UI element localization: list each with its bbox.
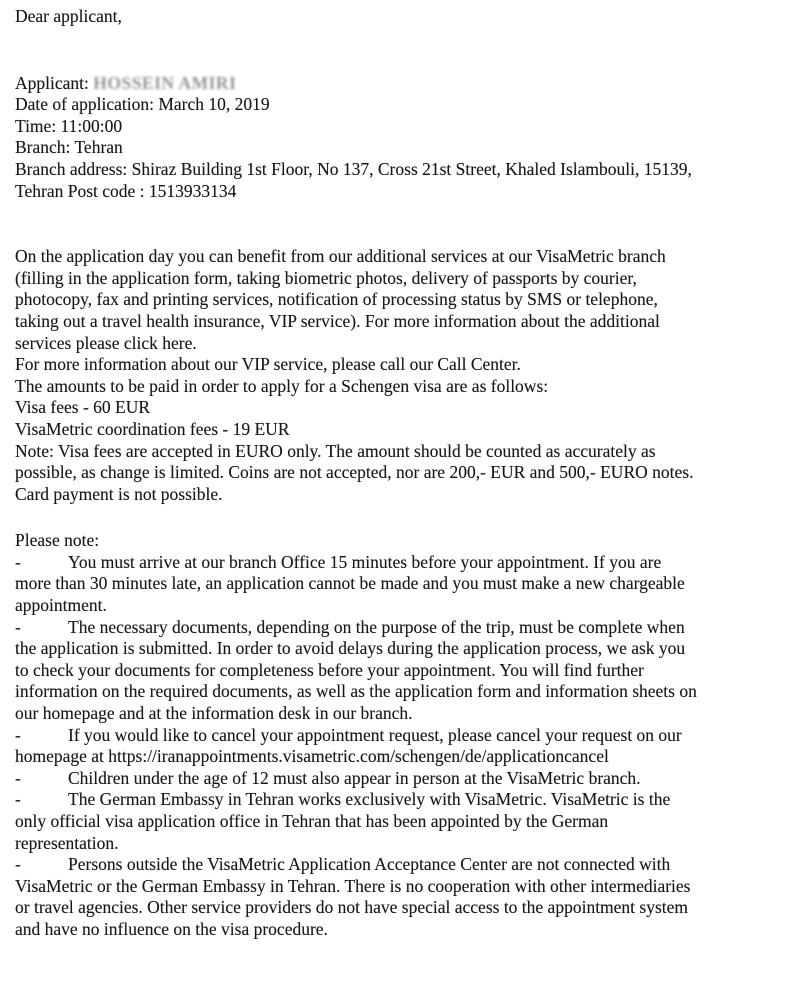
bullet-dash: - (15, 616, 21, 637)
bullet-dash: - (15, 767, 21, 788)
note-line: the application is submitted. In order to avoid delays during the application process, we ask you (15, 638, 686, 659)
please-note-block (15, 530, 770, 940)
note-line: or travel agencies. Other service providers do not have special access to the appointment system (15, 897, 689, 918)
text-line: taking out a travel health insurance, VIP service). For more information about the additional (15, 310, 660, 331)
note-line: information on the required documents, as well as the application form and information sheets on (15, 681, 697, 702)
note-line (15, 617, 770, 639)
applicant-label: Applicant: (15, 72, 94, 93)
note-line: only official visa application office in Tehran that has been appointed by the German (15, 811, 609, 831)
branch-address-line: Branch address: Shiraz Building 1st Floor, No 137, Cross 21st Street, Khaled Islambouli, 15139, (15, 158, 692, 179)
click-here-line: services please click here. (15, 332, 197, 353)
bullet-dash: - (15, 854, 21, 875)
applicant-details-block (15, 73, 770, 203)
note-text: You must arrive at our branch Office 15 minutes before your appointment. If you are (68, 551, 662, 572)
note-text: Persons outside the VisaMetric Application Acceptance Center are not connected with (68, 854, 671, 875)
note-line: VisaMetric or the German Embassy in Tehran. There is no cooperation with other intermediaries (15, 875, 691, 896)
note-line (15, 725, 770, 747)
note-line: appointment. (15, 595, 107, 616)
text-line: On the application day you can benefit from our additional services at our VisaMetric branch (15, 246, 666, 267)
note-line: and have no influence on the visa procedure. (15, 918, 328, 939)
salutation: Dear applicant, (15, 6, 122, 26)
text-line: possible, as change is limited. Coins are not accepted, nor are 200,- EUR and 500,- EURO notes. (15, 462, 694, 483)
note-line: to check your documents for completeness before your appointment. You will find further (15, 659, 644, 680)
note-line (15, 789, 770, 811)
note-line (15, 768, 770, 790)
applicant-name-redacted: HOSSEIN AMIRI (93, 72, 237, 93)
services-info-block (15, 246, 770, 505)
coordination-fees-line: VisaMetric coordination fees - 19 EUR (15, 418, 290, 439)
text-line: Note: Visa fees are accepted in EURO only. The amount should be counted as accurately as (15, 440, 656, 461)
bullet-dash: - (15, 789, 21, 810)
note-text: If you would like to cancel your appointment request, please cancel your request on our (68, 724, 682, 745)
please-note-heading: Please note: (15, 530, 100, 551)
note-line: representation. (15, 832, 119, 853)
note-line (15, 552, 770, 574)
text-line: photocopy, fax and printing services, notification of processing status by SMS or telephone, (15, 289, 658, 310)
bullet-dash: - (15, 551, 21, 572)
note-text: The German Embassy in Tehran works exclusively with VisaMetric. VisaMetric is the (68, 789, 671, 810)
date-of-application-line: Date of application: March 10, 2019 (15, 94, 270, 115)
applicant-line (15, 73, 770, 95)
post-code-line: Tehran Post code : 1513933134 (15, 180, 237, 201)
text-line: (filling in the application form, taking biometric photos, delivery of passports by courier, (15, 267, 637, 288)
visa-fees-line: Visa fees - 60 EUR (15, 397, 151, 418)
note-line: more than 30 minutes late, an application cannot be made and you must make a new chargeable (15, 573, 685, 594)
note-line (15, 854, 770, 876)
vip-service-line: For more information about our VIP service, please call our Call Center. (15, 354, 521, 375)
note-line: our homepage and at the information desk in our branch. (15, 703, 413, 724)
note-text: Children under the age of 12 must also appear in person at the VisaMetric branch. (68, 767, 641, 788)
amounts-line: The amounts to be paid in order to apply for a Schengen visa are as follows: (15, 375, 549, 396)
bullet-dash: - (15, 724, 21, 745)
note-text: The necessary documents, depending on the purpose of the trip, must be complete when (68, 616, 685, 637)
note-line-url: homepage at https://iranappointments.visametric.com/schengen/de/applicationcancel (15, 746, 609, 767)
branch-line: Branch: Tehran (15, 137, 123, 158)
time-line: Time: 11:00:00 (15, 115, 123, 136)
text-line: Card payment is not possible. (15, 483, 223, 504)
